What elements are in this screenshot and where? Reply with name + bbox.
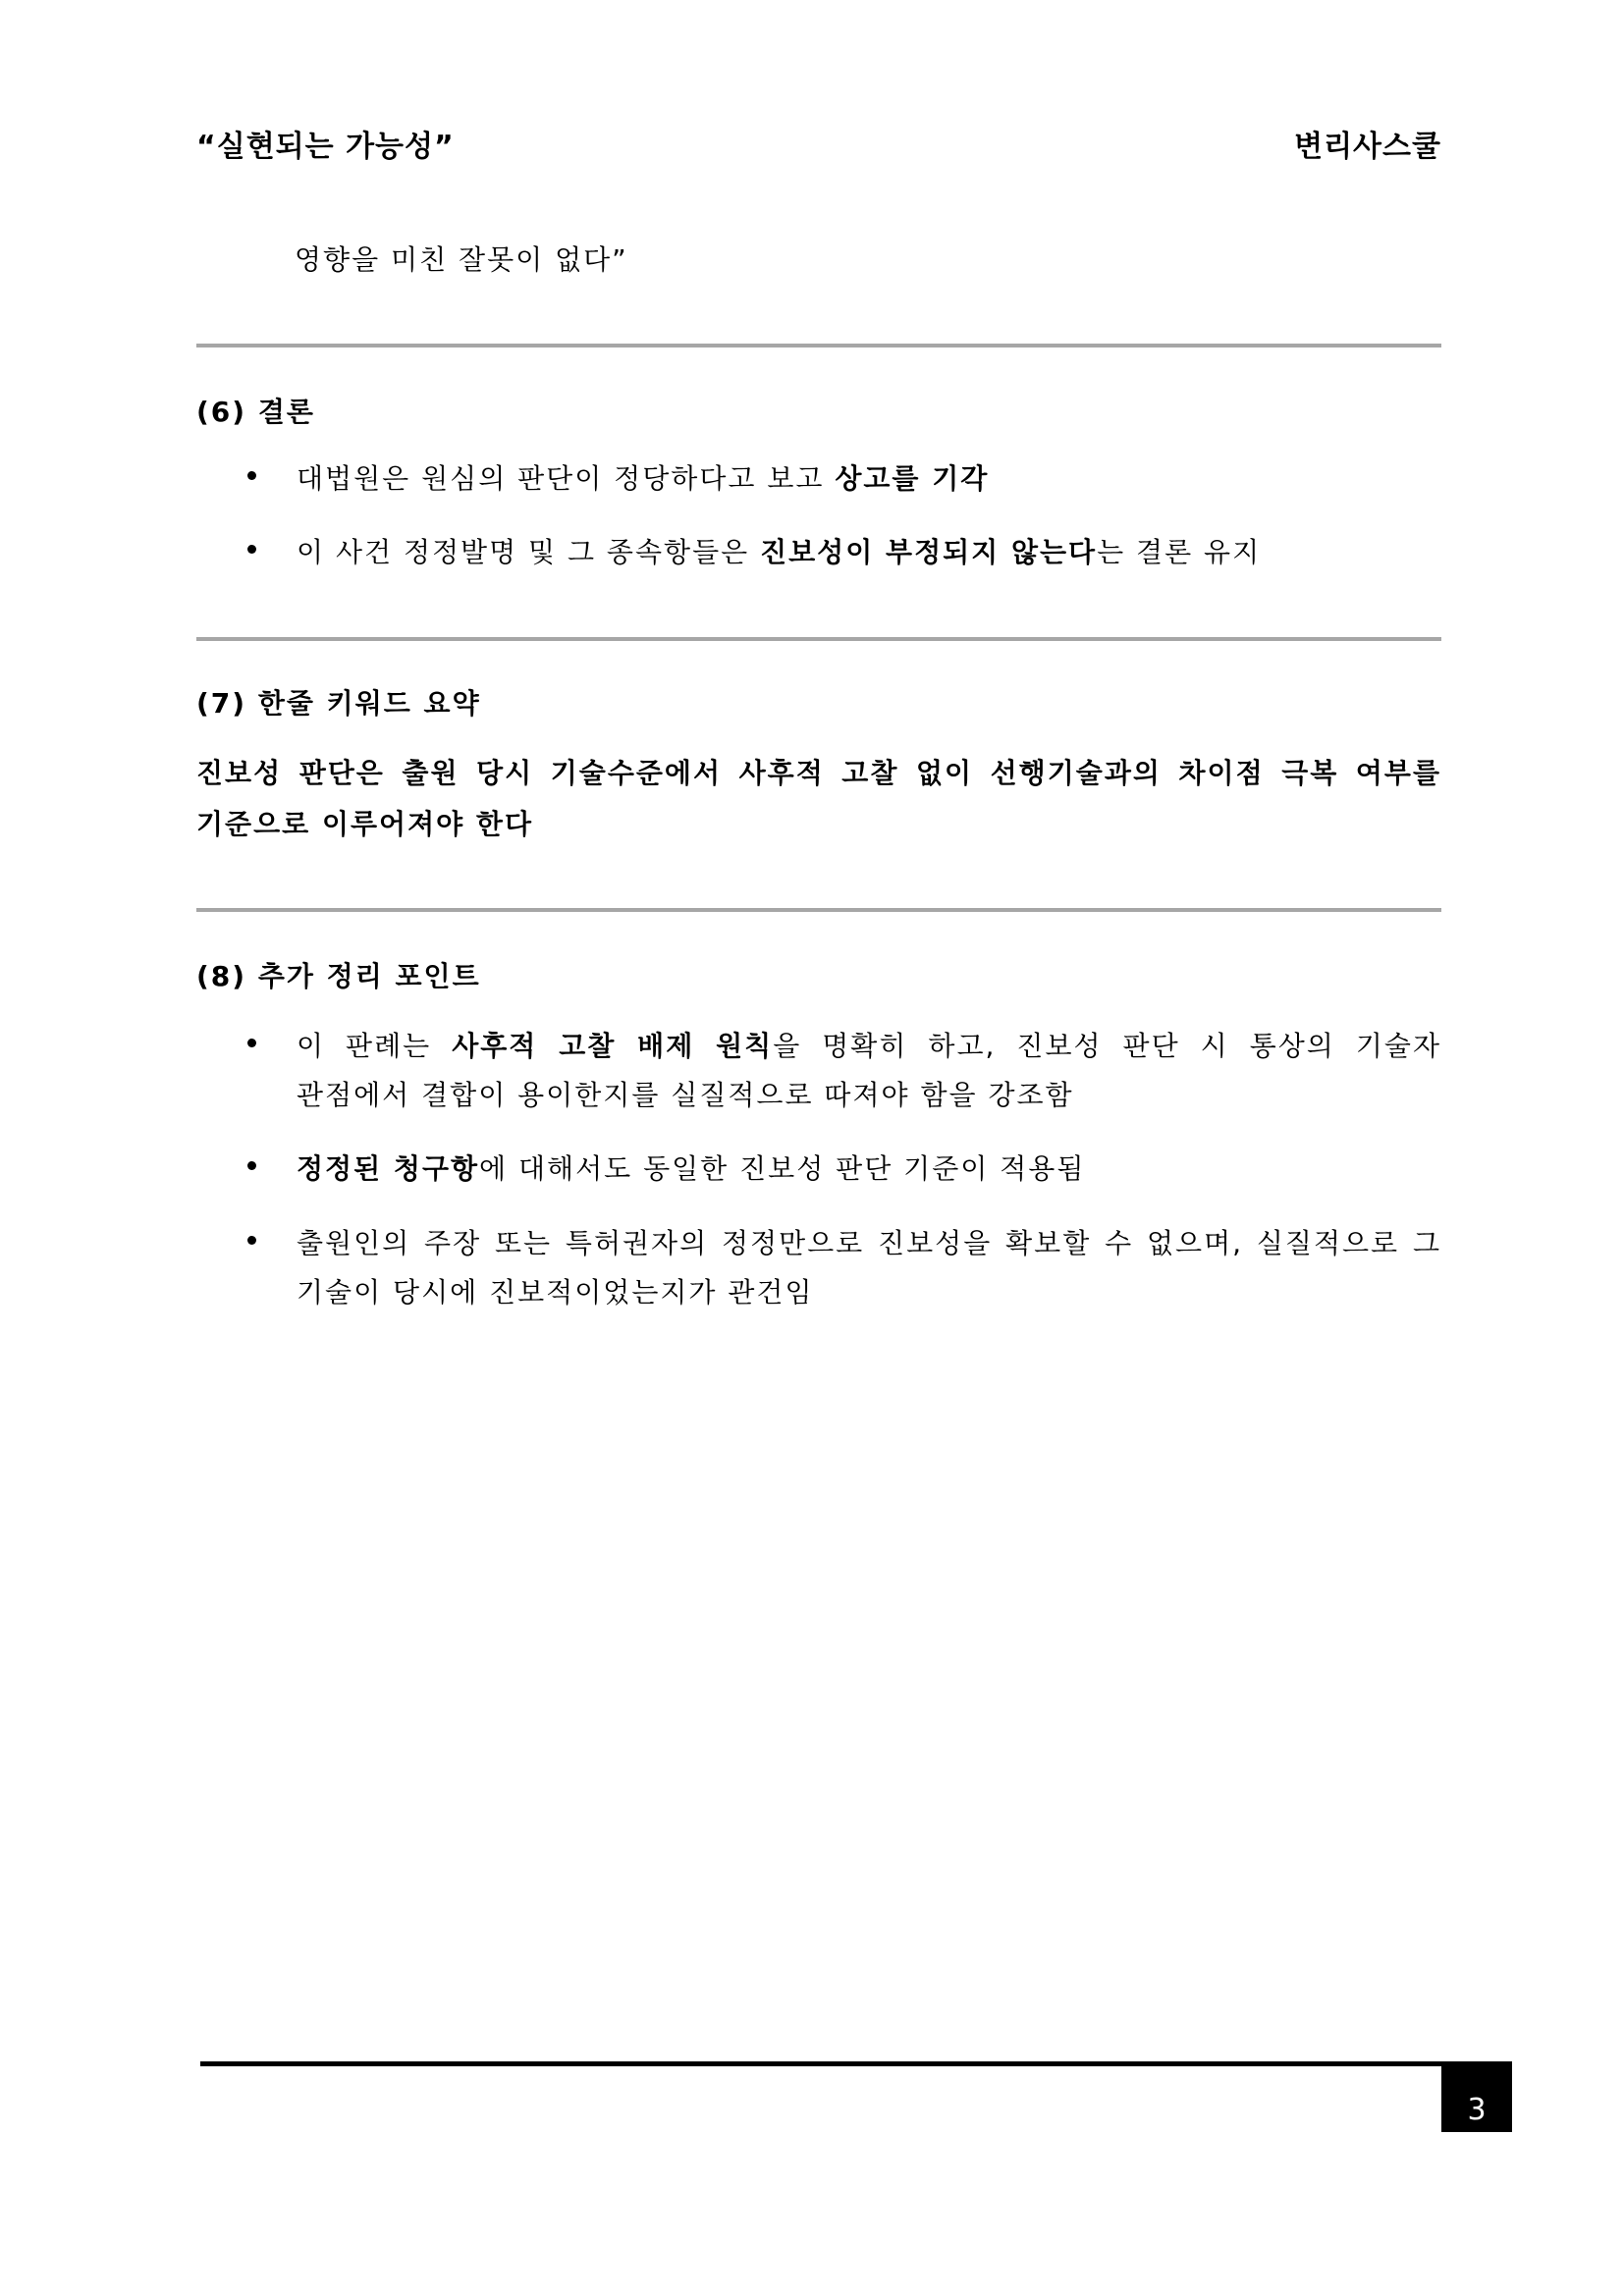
section-6-heading: (6) 결론	[196, 396, 315, 428]
text-run: 는 결론 유지	[1097, 536, 1262, 568]
bullet-dot-icon	[247, 1039, 256, 1047]
bold-text-run: 진보성이 부정되지 않는다	[760, 536, 1098, 568]
keyword-summary: 진보성 판단은 출원 당시 기술수준에서 사후적 고찰 없이 선행기술과의 차이점 극복 여부를 기준으로 이루어져야 한다	[196, 757, 1441, 840]
bullet-text	[297, 1219, 1441, 1317]
text-run: 출원인의 주장 또는 특허권자의 정정만으로 진보성을 확보할 수 없으며, 실질적으로 그 기술이 당시에 진보적이었는지가 관건임	[297, 1227, 1441, 1308]
footer-rule	[200, 2061, 1441, 2066]
text-run: 에 대해서도 동일한 진보성 판단 기준이 적용됨	[479, 1152, 1086, 1185]
bullet-dot-icon	[247, 1236, 256, 1245]
bold-text-run: 정정된 청구항	[297, 1152, 480, 1185]
header-brand: 변리사스쿨	[1294, 130, 1441, 164]
page-number-box	[1441, 2061, 1512, 2132]
bullet-text	[297, 1022, 1441, 1120]
bold-text-run: 상고를 기각	[835, 462, 990, 495]
bullet-list-item	[245, 1145, 1441, 1194]
bullet-list-item	[245, 1219, 1441, 1317]
bullet-text	[297, 1145, 1441, 1194]
bullet-list-item	[245, 1022, 1441, 1120]
continuation-line: 영향을 미친 잘못이 없다”	[295, 243, 628, 276]
bullet-list-item	[245, 528, 1441, 577]
section-7-heading: (7) 한줄 키워드 요약	[196, 687, 481, 720]
page-number: 3	[1467, 2093, 1487, 2127]
bold-text-run: 사후적 고찰 배제 원칙	[452, 1030, 774, 1062]
section-divider	[196, 344, 1441, 347]
bullet-dot-icon	[247, 1161, 256, 1170]
header-title: “실현되는 가능성”	[196, 130, 455, 164]
text-run: 이 판례는	[297, 1030, 453, 1062]
bullet-dot-icon	[247, 471, 256, 480]
bullet-text	[297, 454, 1441, 504]
text-run: 대법원은 원심의 판단이 정당하다고 보고	[297, 462, 836, 495]
bullet-list-item	[245, 454, 1441, 504]
text-run: 이 사건 정정발명 및 그 종속항들은	[297, 536, 761, 568]
bullet-dot-icon	[247, 545, 256, 554]
bullet-text	[297, 528, 1441, 577]
section-divider	[196, 637, 1441, 641]
section-divider	[196, 908, 1441, 912]
section-8-heading: (8) 추가 정리 포인트	[196, 960, 481, 992]
text-run: 을 명확히 하고, 진보성 판단 시 통상의 기술자 관점에서 결합이 용이한지를 실질적으로 따져야 함을 강조함	[297, 1030, 1441, 1111]
